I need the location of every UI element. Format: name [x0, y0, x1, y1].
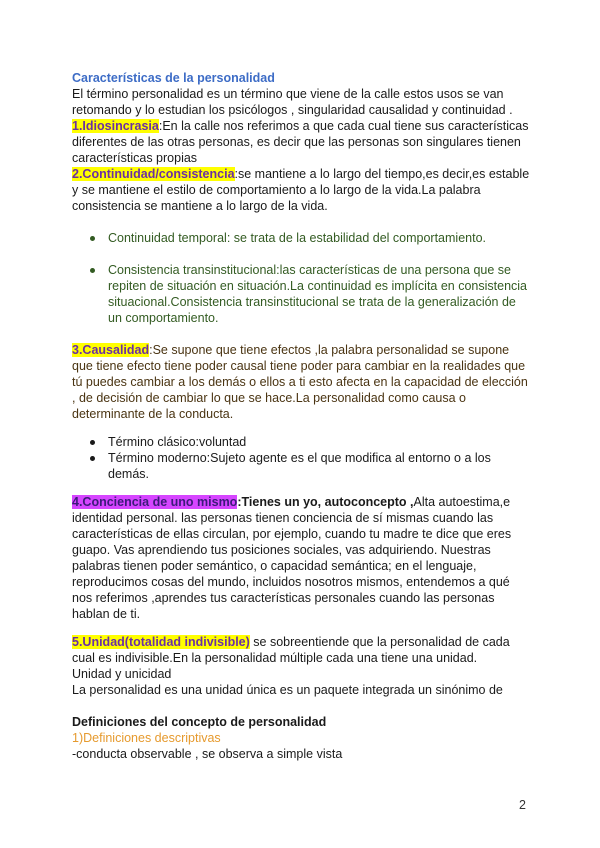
definitions-heading: Definiciones del concepto de personalidad [72, 715, 327, 729]
section-2-label: 2.Continuidad/consistencia [72, 167, 235, 181]
section-1-text: :En la calle nos referimos a que cada cual tiene sus características diferentes de las otras personas, es decir que las personas son singulares tienen características propias [72, 119, 529, 165]
section-1 [72, 118, 532, 166]
section-5-line: La personalidad es una unidad única es un paquete integrada un sinónimo de [72, 683, 503, 697]
definitions-subheading: 1)Definiciones descriptivas [72, 731, 221, 745]
section-4-bold: :Tienes un yo, autoconcepto , [237, 495, 414, 509]
list-item: Término moderno:Sujeto agente es el que modifica al entorno o a los demás. [72, 450, 532, 482]
list-item: Continuidad temporal: se trata de la estabilidad del comportamiento. [72, 230, 532, 246]
section-3 [72, 342, 532, 422]
section-3-label: 3.Causalidad [72, 343, 150, 357]
definitions-line: -conducta observable , se observa a simple vista [72, 747, 343, 761]
section-2 [72, 166, 532, 214]
section-5-text: se sobreentiende que la personalidad de cada cual es indivisible.En la personalidad múltiple cada una tiene una unidad. [72, 635, 510, 665]
intro-paragraph: El término personalidad es un término que viene de la calle estos usos se van retomando y lo estudian los psicólogos , singularidad causalidad y continuidad . [72, 87, 513, 117]
document-page [72, 70, 532, 762]
section-1-label: 1.Idiosincrasia [72, 119, 159, 133]
list-item: Término clásico:voluntad [72, 434, 532, 450]
section-3-list [72, 434, 532, 482]
page-number: 2 [519, 798, 526, 812]
section-4-text: Alta autoestima,e identidad personal. las personas tienen conciencia de sí mismas cuando las características de ellas circulan, por ejemplo, cuando tu madre te dice que eres guapo. Vas aprendiendo tus posiciones sociales, vas adquiriendo. Nuestras palabras tienen poder semántico, o capacidad semántica; en el lenguaje, reproducimos cosas del mundo, incluidos nosotros mismos, entendemos a qué nos referimos ,aprendes tus características personales cuando las personas hablan de ti. [72, 495, 512, 621]
section-2-text: :se mantiene a lo largo del tiempo,es decir,es estable y se mantiene el estilo de comportamiento a lo largo de la vida.La palabra consistencia se mantiene a lo largo de la vida. [72, 167, 530, 213]
section-4 [72, 494, 532, 622]
section-2-list [72, 230, 532, 326]
section-3-text: :Se supone que tiene efectos ,la palabra personalidad se supone que tiene efecto tiene poder causal tiene poder para cambiar en la realidades que tú puedes cambiar a los demás o ellos a ti esto afecta en la capacidad de elección , de decisión de cambiar lo que se hace.La personalidad como causa o determinante de la conducta. [72, 343, 528, 421]
section-5 [72, 634, 532, 666]
page-title: Características de la personalidad [72, 71, 275, 85]
list-item: Consistencia transinstitucional:las características de una persona que se repiten de situación en situación.La continuidad es implícita en consistencia situacional.Consistencia transinstitucional se trata de la generalización de un comportamiento. [72, 262, 532, 326]
section-5-label: 5.Unidad(totalidad indivisible) [72, 635, 250, 649]
section-5-line: Unidad y unicidad [72, 667, 172, 681]
section-4-label: 4.Conciencia de uno mismo [72, 495, 238, 509]
